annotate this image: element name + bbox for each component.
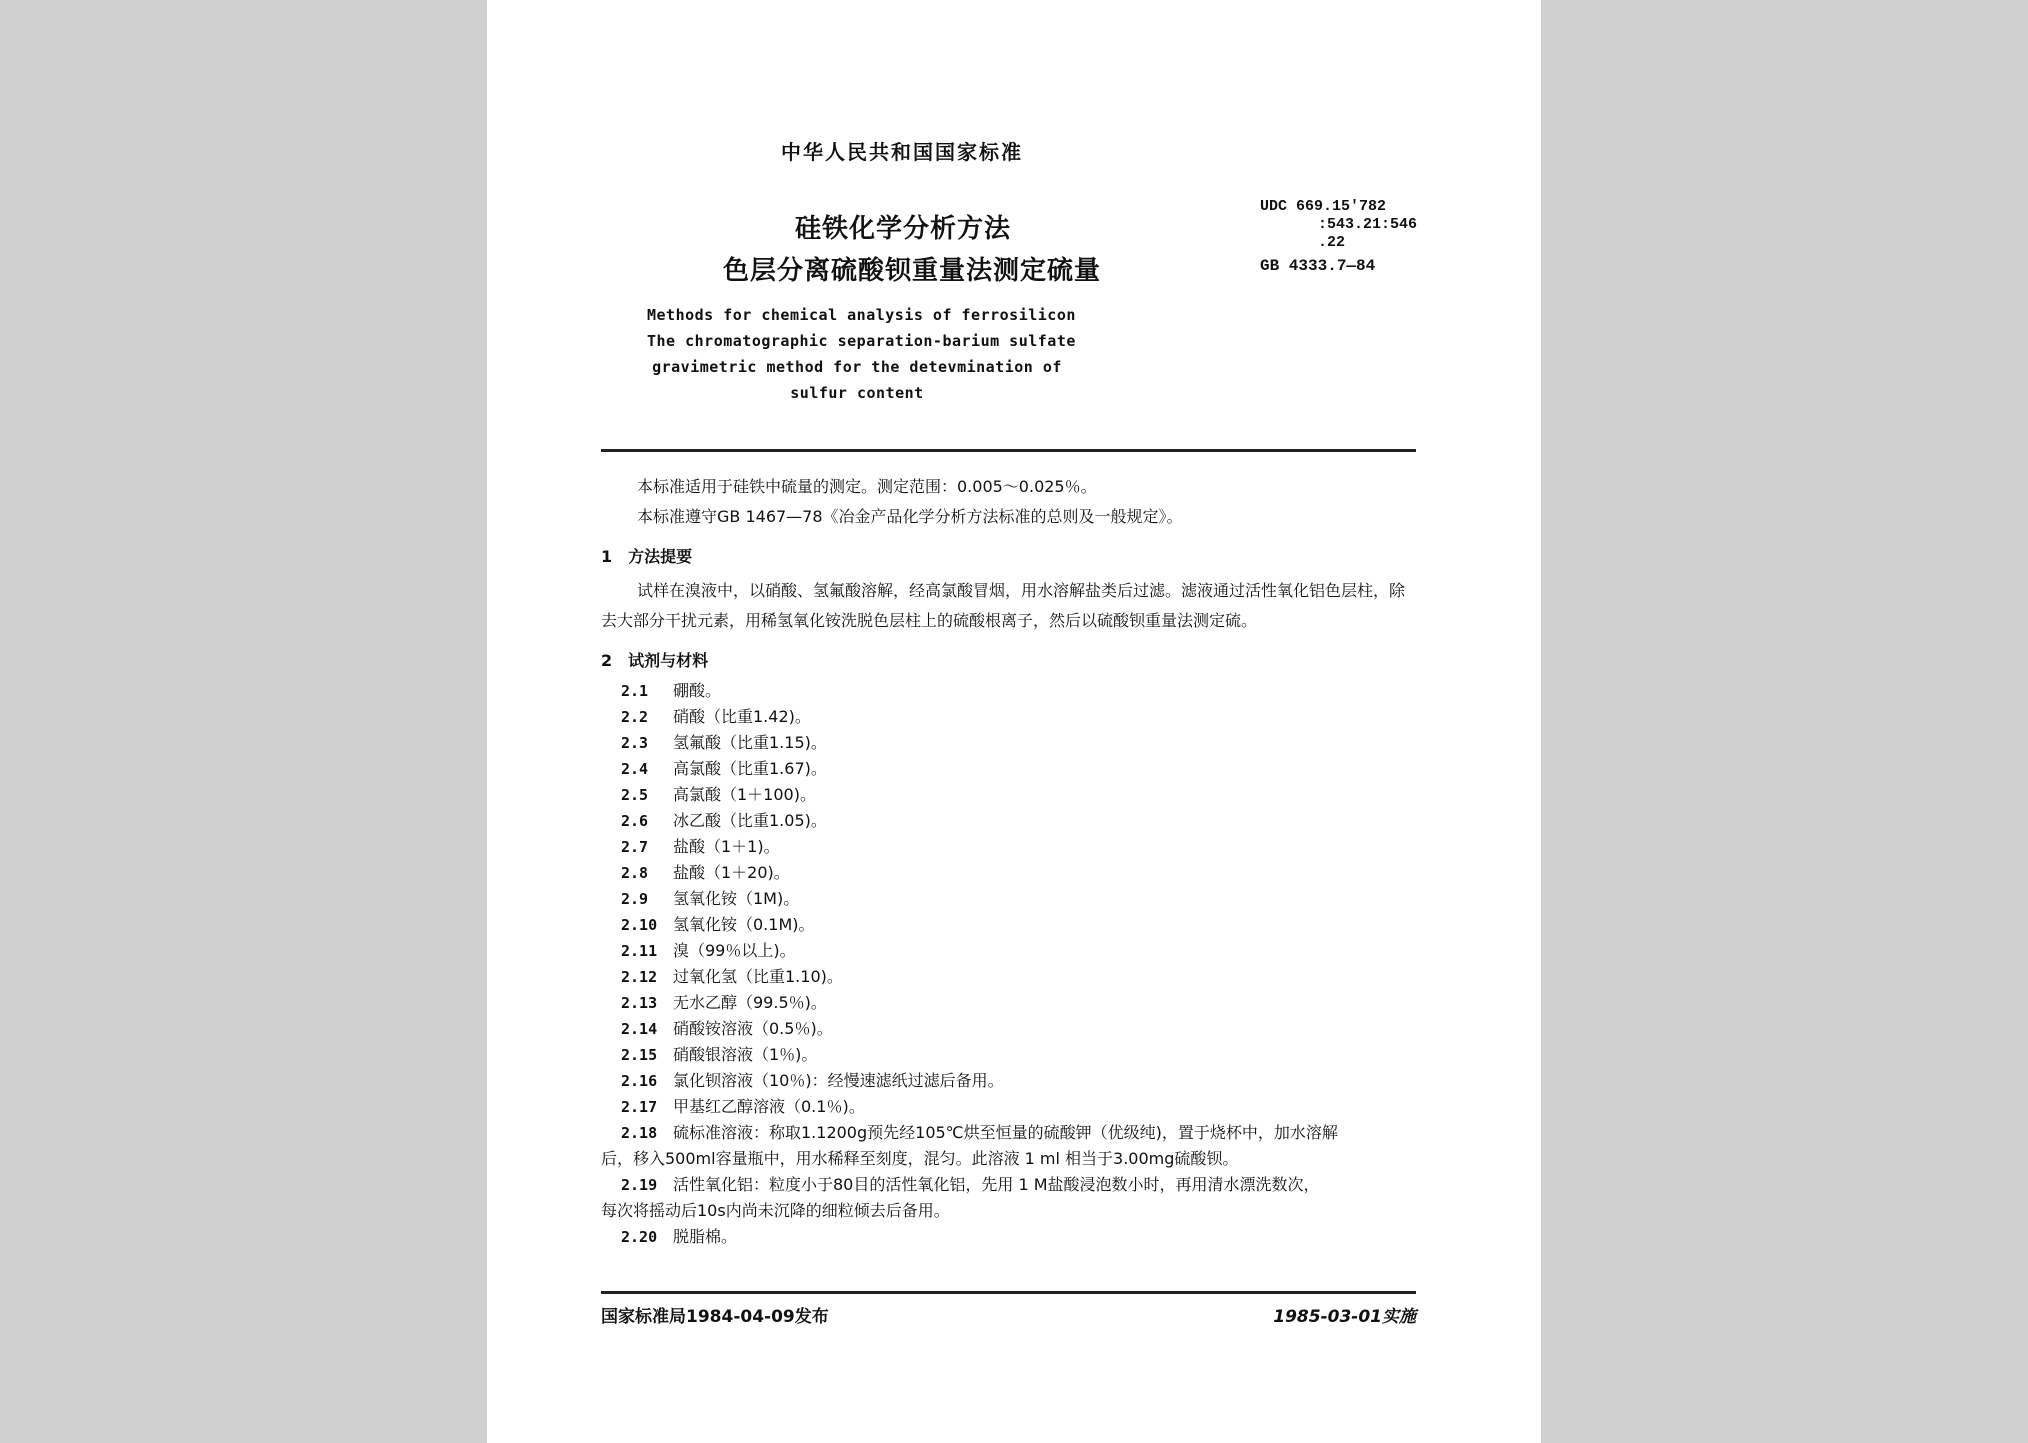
reagent-list bbox=[601, 678, 1416, 1250]
udc-line3: .22 bbox=[1318, 234, 1346, 251]
english-title-line2: The chromatographic separation-barium sulfate bbox=[647, 332, 1076, 350]
list-item: 2.10 氢氧化铵（0.1M)。 bbox=[621, 915, 815, 934]
list-item-2-20: 2.20 脱脂棉。 bbox=[621, 1227, 738, 1246]
list-item: 2.4 高氯酸（比重1.67)。 bbox=[621, 759, 827, 778]
list-item: 2.6 冰乙酸（比重1.05)。 bbox=[621, 811, 827, 830]
list-item: 2.14 硝酸铵溶液（0.5％)。 bbox=[621, 1019, 833, 1038]
chinese-title-line2: 色层分离硫酸钡重量法测定硫量 bbox=[723, 256, 1102, 286]
list-item: 2.7 盐酸（1＋1)。 bbox=[621, 837, 780, 856]
list-item: 2.11 溴（99％以上)。 bbox=[621, 941, 796, 960]
list-item-2-18-cont: 后，移入500ml容量瓶中，用水稀释至刻度，混匀。此溶液 1 ml 相当于3.00mg硫酸钡。 bbox=[601, 1149, 1239, 1168]
chinese-title-line1: 硅铁化学分析方法 bbox=[795, 214, 1012, 244]
english-title-line4: sulfur content bbox=[790, 384, 924, 402]
effective-date: 1985-03-01实施 bbox=[1273, 1307, 1416, 1327]
udc-code bbox=[1260, 198, 1417, 252]
list-item: 2.15 硝酸银溶液（1％)。 bbox=[621, 1045, 818, 1064]
udc-line2: :543.21:546 bbox=[1318, 216, 1418, 233]
footer-divider bbox=[601, 1291, 1416, 1294]
section2-heading: 2 试剂与材料 bbox=[601, 651, 709, 670]
list-item-2-19: 2.19 活性氧化铝：粒度小于80目的活性氧化铝，先用 1 M盐酸浸泡数小时，再用清水漂洗数次， bbox=[621, 1175, 1320, 1194]
list-item: 2.9 氢氧化铵（1M)。 bbox=[621, 889, 800, 908]
list-item: 2.16 氯化钡溶液（10％)：经慢速滤纸过滤后备用。 bbox=[621, 1071, 1004, 1090]
intro-scope: 本标准适用于硅铁中硫量的测定。测定范围：0.005～0.025％。 bbox=[637, 477, 1097, 496]
header-divider bbox=[601, 449, 1416, 452]
list-item: 2.8 盐酸（1＋20)。 bbox=[621, 863, 790, 882]
document-body bbox=[601, 472, 1416, 1250]
intro-reference: 本标准遵守GB 1467—78《冶金产品化学分析方法标准的总则及一般规定》。 bbox=[637, 507, 1183, 526]
list-item: 2.2 硝酸（比重1.42)。 bbox=[621, 707, 811, 726]
english-title-line3: gravimetric method for the detevmination of bbox=[652, 358, 1062, 376]
section1-heading: 1 方法提要 bbox=[601, 547, 693, 566]
list-item-2-19-cont: 每次将摇动后10s内尚未沉降的细粒倾去后备用。 bbox=[601, 1201, 950, 1220]
list-item: 2.12 过氧化氢（比重1.10)。 bbox=[621, 967, 843, 986]
list-item: 2.3 氢氟酸（比重1.15)。 bbox=[621, 733, 827, 752]
list-item: 2.13 无水乙醇（99.5％)。 bbox=[621, 993, 827, 1012]
udc-line1: UDC 669.15′782 bbox=[1260, 198, 1387, 215]
country-standard-label: 中华人民共和国国家标准 bbox=[781, 140, 1023, 164]
list-item: 2.5 高氯酸（1＋100)。 bbox=[621, 785, 816, 804]
issue-date: 国家标准局1984-04-09发布 bbox=[601, 1307, 829, 1327]
list-item: 2.1 硼酸。 bbox=[621, 681, 722, 700]
document-page bbox=[487, 0, 1541, 1443]
section1-text: 试样在溴液中，以硝酸、氢氟酸溶解，经高氯酸冒烟，用水溶解盐类后过滤。滤液通过活性氧化铝色层柱，除去大部分干扰元素，用稀氢氧化铵洗脱色层柱上的硫酸根离子，然后以硫酸钡重量法测定硫。 bbox=[601, 581, 1406, 630]
list-item-2-18: 2.18 硫标准溶液：称取1.1200g预先经105℃烘至恒量的硫酸钾（优级纯)，置于烧杯中，加水溶解 bbox=[621, 1123, 1338, 1142]
gb-number: GB 4333.7—84 bbox=[1260, 257, 1376, 275]
english-title-line1: Methods for chemical analysis of ferrosilicon bbox=[647, 306, 1076, 324]
list-item: 2.17 甲基红乙醇溶液（0.1％)。 bbox=[621, 1097, 865, 1116]
english-title bbox=[647, 302, 1076, 406]
